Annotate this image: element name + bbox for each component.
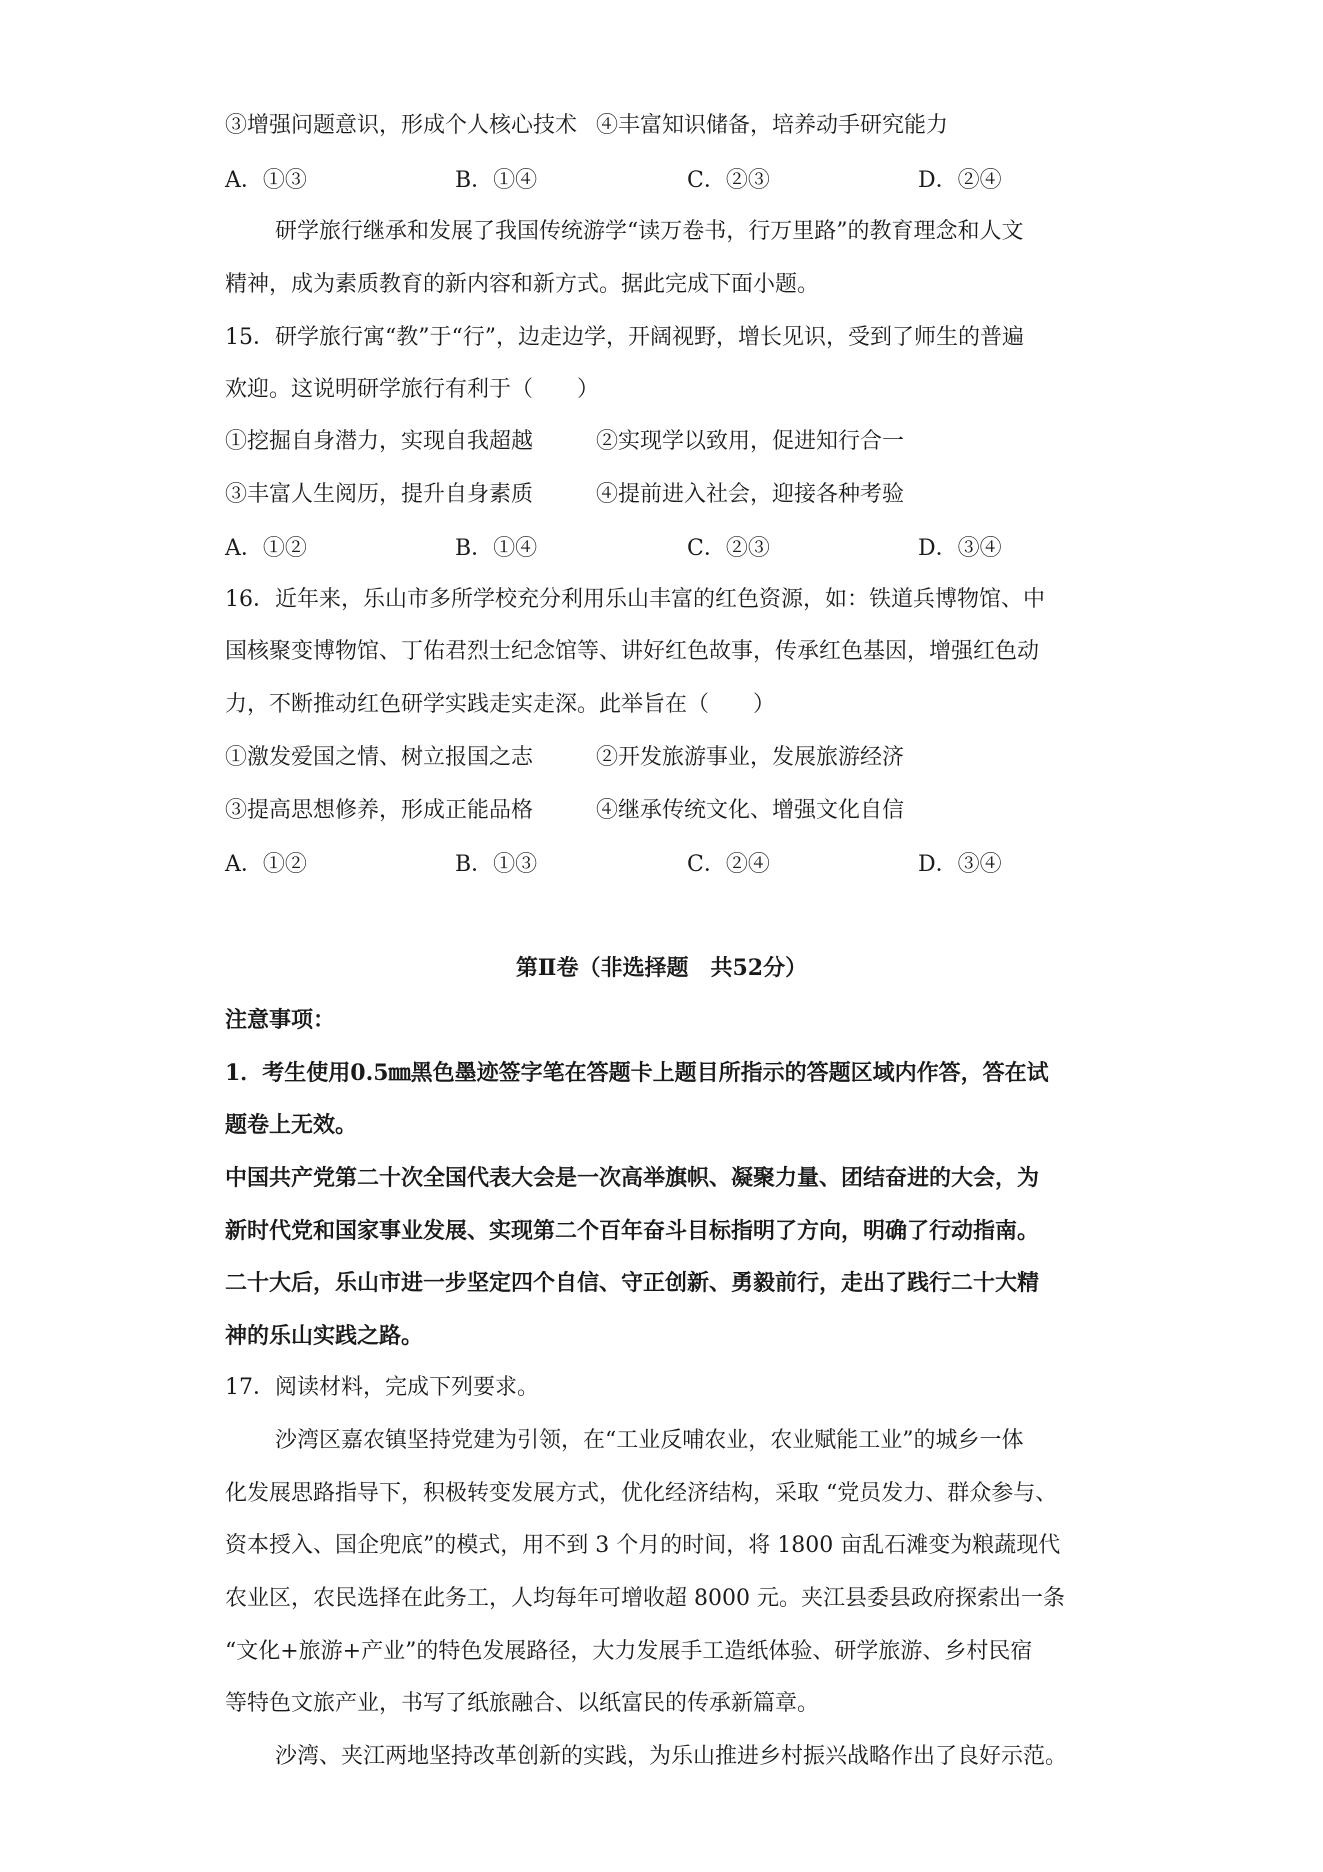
- q17-para1-line-4: 农业区，农民选择在此务工，人均每年可增收超 8000 元。夹江县委县政府探索出一条: [225, 1586, 1065, 1611]
- q14-option-d: D．②④: [918, 168, 1002, 193]
- q16-option-b: B．①③: [455, 852, 538, 877]
- q15-option-c: C．②③: [687, 536, 770, 561]
- intro-line-2: 精神，成为素质教育的新内容和新方式。据此完成下面小题。: [225, 272, 820, 297]
- q14-statement-4: ④丰富知识储备，培养动手研究能力: [596, 113, 949, 138]
- notice-line-2: 题卷上无效。: [225, 1112, 358, 1138]
- q14-option-b: B．①④: [455, 168, 538, 193]
- intro-line-1: 研学旅行继承和发展了我国传统游学“读万卷书，行万里路”的教育理念和人文: [275, 219, 1024, 244]
- q17-para1-line-2: 化发展思路指导下，积极转变发展方式，优化经济结构，采取 “党员发力、群众参与、: [225, 1481, 1058, 1506]
- q15-statement-2: ②实现学以致用，促进知行合一: [596, 429, 905, 454]
- q15-statement-1: ①挖掘自身潜力，实现自我超越: [225, 429, 534, 454]
- q15-option-b: B．①④: [455, 536, 538, 561]
- q16-stem-line-3: 力，不断推动红色研学实践走实走深。此举旨在（ ）: [225, 692, 776, 717]
- q15-stem-line-2: 欢迎。这说明研学旅行有利于（ ）: [225, 377, 600, 402]
- q17-para1-line-5: “文化+旅游+产业”的特色发展路径，大力发展手工造纸体验、研学旅游、乡村民宿: [225, 1639, 1033, 1664]
- q15-statement-4: ④提前进入社会，迎接各种考验: [596, 482, 905, 507]
- bold-material-line-4: 神的乐山实践之路。: [225, 1323, 424, 1349]
- q17-stem: 17．阅读材料，完成下列要求。: [225, 1375, 539, 1400]
- q16-option-d: D．③④: [918, 852, 1002, 877]
- q17-para2: 沙湾、夹江两地坚持改革创新的实践，为乐山推进乡村振兴战略作出了良好示范。: [275, 1744, 1068, 1769]
- q17-para1-line-6: 等特色文旅产业，书写了纸旅融合、以纸富民的传承新篇章。: [225, 1691, 820, 1716]
- q15-option-a: A．①②: [225, 536, 307, 561]
- q15-stem-line-1: 15．研学旅行寓“教”于“行”，边走边学，开阔视野，增长见识，受到了师生的普遍: [225, 325, 1024, 350]
- section-2-title: 第Ⅱ卷（非选择题 共52分）: [515, 955, 808, 981]
- q16-stem-line-2: 国核聚变博物馆、丁佑君烈士纪念馆等、讲好红色故事，传承红色基因，增强红色动: [225, 639, 1040, 664]
- q16-statement-2: ②开发旅游事业，发展旅游经济: [596, 745, 905, 770]
- q14-option-a: A．①③: [225, 168, 307, 193]
- q16-option-c: C．②④: [687, 852, 770, 877]
- notice-heading: 注意事项：: [225, 1007, 336, 1033]
- q14-statement-3: ③增强问题意识，形成个人核心技术: [225, 113, 578, 138]
- q16-stem-line-1: 16．近年来，乐山市多所学校充分利用乐山丰富的红色资源，如：铁道兵博物馆、中: [225, 587, 1045, 612]
- bold-material-line-3: 二十大后，乐山市进一步坚定四个自信、守正创新、勇毅前行，走出了践行二十大精: [225, 1270, 1040, 1296]
- bold-material-line-1: 中国共产党第二十次全国代表大会是一次高举旗帜、凝聚力量、团结奋进的大会，为: [225, 1165, 1040, 1191]
- bold-material-line-2: 新时代党和国家事业发展、实现第二个百年奋斗目标指明了方向，明确了行动指南。: [225, 1218, 1040, 1244]
- notice-line-1: 1．考生使用0.5㎜黑色墨迹签字笔在答题卡上题目所指示的答题区域内作答，答在试: [225, 1060, 1049, 1086]
- q16-statement-4: ④继承传统文化、增强文化自信: [596, 798, 905, 823]
- q17-para1-line-3: 资本授入、国企兜底”的模式，用不到 3 个月的时间，将 1800 亩乱石滩变为粮蔬现代: [225, 1533, 1061, 1558]
- q14-option-c: C．②③: [687, 168, 770, 193]
- q16-statement-1: ①激发爱国之情、树立报国之志: [225, 745, 534, 770]
- q15-option-d: D．③④: [918, 536, 1002, 561]
- q17-para1-line-1: 沙湾区嘉农镇坚持党建为引领，在“工业反哺农业，农业赋能工业”的城乡一体: [275, 1428, 1024, 1453]
- q16-statement-3: ③提高思想修养，形成正能品格: [225, 798, 534, 823]
- q16-option-a: A．①②: [225, 852, 307, 877]
- q15-statement-3: ③丰富人生阅历，提升自身素质: [225, 482, 534, 507]
